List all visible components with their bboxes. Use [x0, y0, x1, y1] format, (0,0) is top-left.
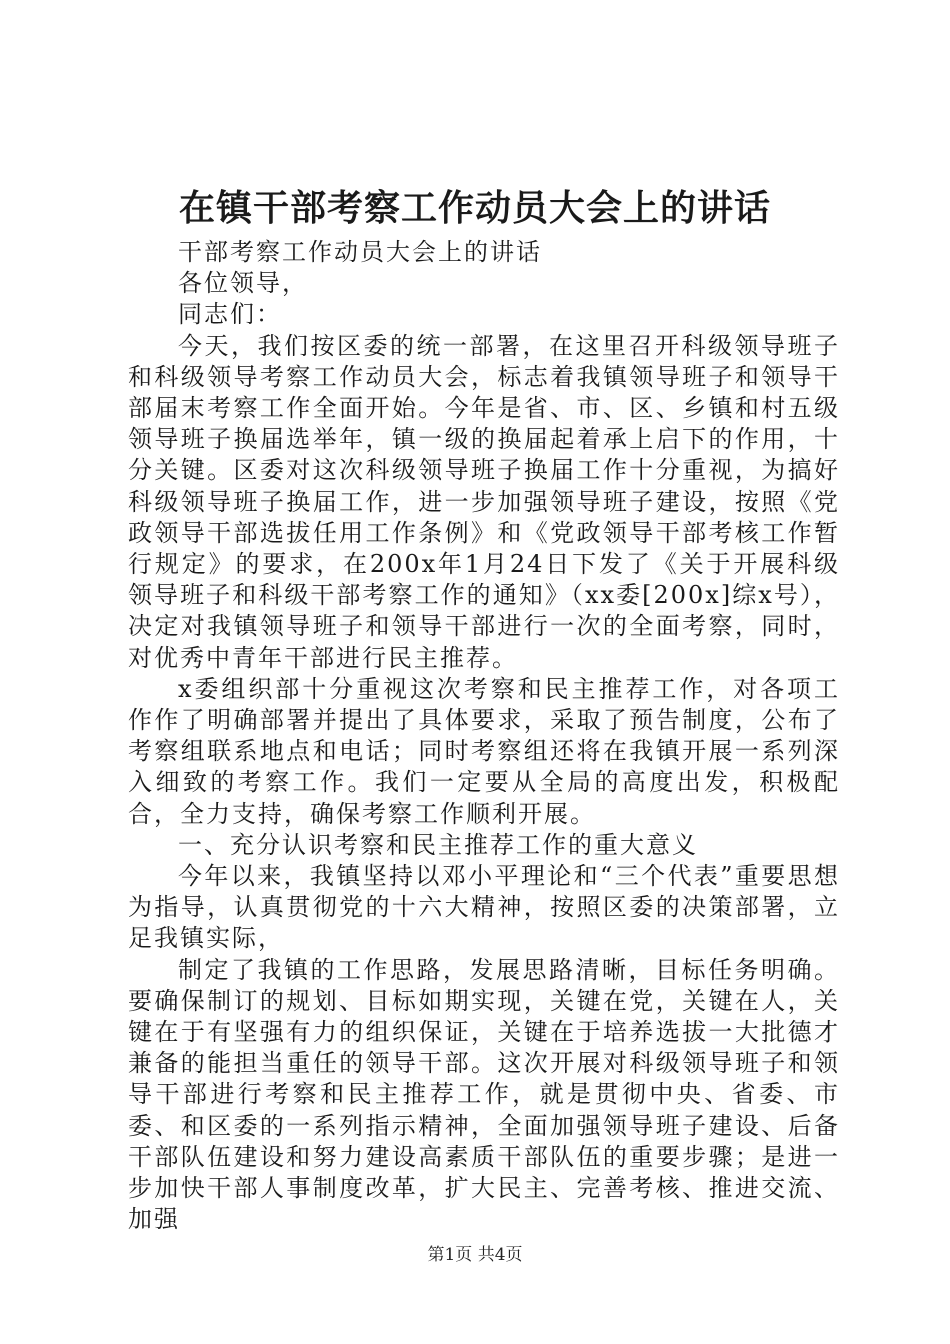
- paragraph-this-year: 今年以来，我镇坚持以邓小平理论和“三个代表”重要思想为指导，认真贯彻党的十六大精神，按照区委的决策部署，立足我镇实际，: [128, 862, 840, 953]
- document-title: 在镇干部考察工作动员大会上的讲话: [178, 187, 771, 229]
- paragraph-work-plan: 制定了我镇的工作思路，发展思路清晰，目标任务明确。要确保制订的规划、目标如期实现，关键在党，关键在人，关键在于有坚强有力的组织保证，关键在于培养选拔一大批德才兼备的能担当重任的领导干部。这次开展对科级领导班子和领导干部进行考察和民主推荐工作，就是贯彻中央、省委、市委、和区委的一系列指示精神，全面加强领导班子建设、后备干部队伍建设和努力建设高素质干部队伍的重要步骤；是进一步加快干部人事制度改革，扩大民主、完善考核、推进交流、加强: [128, 955, 840, 1234]
- paragraph-organization: x委组织部十分重视这次考察和民主推荐工作，对各项工作作了明确部署并提出了具体要求，采取了预告制度，公布了考察组联系地点和电话；同时考察组还将在我镇开展一系列深入细致的考察工作。我们一定要从全局的高度出发，积极配合，全力支持，确保考察工作顺利开展。: [128, 674, 840, 828]
- section-heading-1: 一、充分认识考察和民主推荐工作的重大意义: [178, 830, 698, 859]
- paragraph-salutation-comrades: 同志们：: [178, 300, 282, 329]
- document-body: [128, 237, 840, 1236]
- paragraph-intro: 今天，我们按区委的统一部署，在这里召开科级领导班子和科级领导考察工作动员大会，标志着我镇领导班子和领导干部届末考察工作全面开始。今年是省、市、区、乡镇和村五级领导班子换届选举年，镇一级的换届起着承上启下的作用，十分关键。区委对这次科级领导班子换届工作十分重视，为搞好科级领导班子换届工作，进一步加强领导班子建设，按照《党政领导干部选拔任用工作条例》和《党政领导干部考核工作暂行规定》的要求，在200x年1月24日下发了《关于开展科级领导班子和科级干部考察工作的通知》（xx委[200x]综x号），决定对我镇领导班子和领导干部进行一次的全面考察，同时，对优秀中青年干部进行民主推荐。: [128, 331, 840, 672]
- paragraph-salutation-leaders: 各位领导，: [178, 269, 308, 298]
- paragraph-subtitle: 干部考察工作动员大会上的讲话: [178, 238, 542, 266]
- page-number: 第1页 共4页: [427, 1245, 523, 1265]
